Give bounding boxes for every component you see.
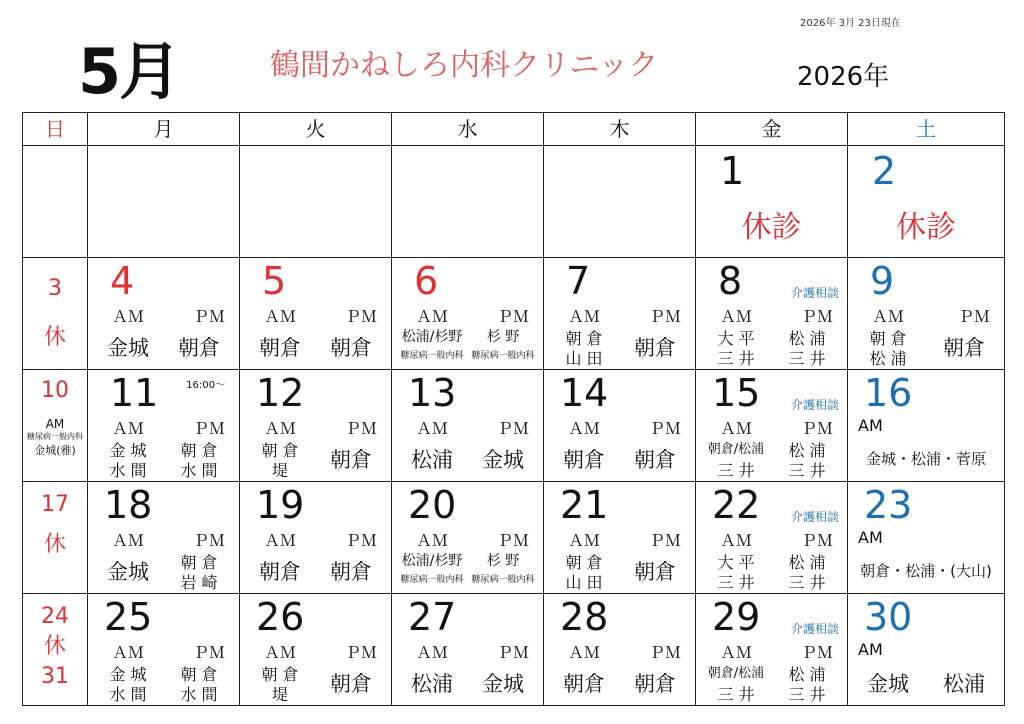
am-doctor: 三 井 [717,461,755,480]
weekday-sat: 土 [848,113,1005,146]
am-label: ＡＭ [112,419,145,438]
closed-label: 休診 [741,210,802,245]
day-number: 5 [262,259,287,303]
pm-doctor: 三 井 [788,573,826,592]
am-doctor: 水 間 [109,685,147,704]
am-doctor: 金城 [107,336,149,360]
am-doctors: 金城・松浦・菅原 [865,450,986,468]
weekday-thu: 木 [544,113,696,146]
am-label: ＡＭ [264,307,297,326]
day-cell-18 [88,482,240,594]
am-doctor: 朝倉 [563,672,605,696]
pm-label: ＰＭ [648,531,681,550]
day-cell-8 [696,258,848,370]
am-doctor: 金 城 [109,441,147,460]
care-consult-tag: 介護相談 [790,510,839,524]
day-cell-11 [88,370,240,482]
pm-doctor: 水 間 [180,685,218,704]
pm-label: ＰＭ [192,307,225,326]
am-label: ＡＭ [568,531,601,550]
am-label: ＡＭ [416,307,449,326]
weekday-sun: 日 [23,113,88,146]
day-number: 16 [864,371,913,415]
day-number: 19 [256,483,305,527]
am-label: ＡＭ [112,531,145,550]
pm-doctor: 松 浦 [788,329,826,348]
pm-label: ＰＭ [344,531,377,550]
day-number: 22 [712,483,761,527]
day-number: 15 [712,371,761,415]
am-label: ＡＭ [720,419,753,438]
pm-doctor: 杉 野 [486,329,520,345]
am-doctor: 松 浦 [869,349,907,368]
am-label: ＡＭ [264,531,297,550]
pm-doctor: 朝倉 [330,336,372,360]
am-doctor: 三 井 [717,685,755,704]
am-doctor: 山 田 [565,349,603,368]
pm-note: 糖尿病一般内科 [471,575,535,585]
am-doctor: 堤 [271,461,288,480]
pm-doctor: 朝倉 [634,560,676,584]
am-label: ＡＭ [112,307,145,326]
day-cell-12 [240,370,392,482]
day-number: 6 [414,259,439,303]
pm-doctor: 松 浦 [788,553,826,572]
am-doctor: 松浦/杉野 [401,553,463,569]
pm-doctor: 朝 倉 [180,553,218,572]
pm-doctor: 朝倉 [634,448,676,472]
week-row-4 [23,482,1005,594]
am-label: ＡＭ [264,419,297,438]
am-doctor: 金城(雅) [34,444,76,457]
day-cell-19 [240,482,392,594]
am-doctor: 三 井 [717,573,755,592]
day-cell-29 [696,594,848,706]
am-label: ＡＭ [112,643,145,662]
weekday-tue: 火 [240,113,392,146]
week-row-5 [23,594,1005,706]
am-doctor: 金城 [867,672,909,696]
pm-label: ＰＭ [344,643,377,662]
clinic-name: 鶴間かねしろ内科クリニック [270,48,659,83]
day-cell-3 [23,258,88,370]
am-doctors: 朝倉・松浦・(大山) [860,562,992,580]
am-doctor: 山 田 [565,573,603,592]
day-number: 8 [718,259,743,303]
am-note: 糖尿病一般内科 [400,351,464,361]
am-doctor: 朝 倉 [869,329,907,348]
day-number: 31 [41,664,69,689]
pm-label: ＰＭ [192,531,225,550]
week-row-2 [23,258,1005,370]
pm-doctor: 朝倉 [634,672,676,696]
pm-label: ＰＭ [800,307,833,326]
am-label: ＡＭ [416,419,449,438]
day-cell-empty [240,146,392,258]
day-number: 1 [720,149,745,193]
pm-label: ＰＭ [344,419,377,438]
day-number: 27 [408,595,457,639]
day-cell-23 [848,482,1005,594]
am-doctor: 松浦 [411,448,453,472]
am-label: ＡＭ [264,643,297,662]
day-cell-empty [23,146,88,258]
day-number: 14 [560,371,609,415]
care-consult-tag: 介護相談 [790,398,839,412]
dept-note: 糖尿病一般内科 [27,432,83,441]
day-number: 20 [408,483,457,527]
pm-doctor: 三 井 [788,685,826,704]
week-row-1 [23,146,1005,258]
am-label: ＡＭ [416,643,449,662]
pm-doctor: 朝倉 [943,336,985,360]
am-doctor: 松浦/杉野 [401,329,463,345]
year-label: 2026年 [797,62,890,92]
day-cell-15 [696,370,848,482]
am-doctor: 朝 倉 [565,553,603,572]
pm-doctor: 朝倉 [178,336,220,360]
pm-doctor: 朝 倉 [180,441,218,460]
day-cell-9 [848,258,1005,370]
day-cell-empty [544,146,696,258]
am-doctor: 大 平 [717,329,755,348]
am-doctor: 三 井 [717,349,755,368]
pm-doctor: 杉 野 [486,553,520,569]
am-label: ＡＭ [568,307,601,326]
day-number: 21 [560,483,609,527]
am-label: ＡＭ [568,419,601,438]
weekday-fri: 金 [696,113,848,146]
pm-label: ＰＭ [648,307,681,326]
am-doctor: 朝 倉 [261,441,299,460]
am-label: ＡＭ [568,643,601,662]
day-number: 9 [870,259,895,303]
day-number: 13 [408,371,457,415]
day-number: 30 [864,595,913,639]
day-number: 24 [41,604,69,629]
pm-doctor: 朝倉 [634,336,676,360]
am-doctor: 松浦 [943,672,985,696]
pm-label: ＰＭ [648,643,681,662]
am-doctor: 朝倉/松浦 [707,666,765,681]
day-number: 3 [48,276,62,301]
am-doctor: 堤 [271,685,288,704]
pm-doctor: 金城 [482,448,524,472]
day-number: 26 [256,595,305,639]
pm-doctor: 三 井 [788,461,826,480]
closed-label: 休 [43,532,66,557]
day-cell-4 [88,258,240,370]
day-cell-17 [23,482,88,594]
day-number: 28 [560,595,609,639]
pm-label: ＰＭ [496,307,529,326]
care-consult-tag: 介護相談 [790,286,839,300]
weekday-wed: 水 [392,113,544,146]
day-number: 10 [41,378,69,403]
day-cell-14 [544,370,696,482]
day-cell-7 [544,258,696,370]
pm-label: ＰＭ [344,307,377,326]
am-doctor: 金城 [107,560,149,584]
day-cell-21 [544,482,696,594]
am-doctor: 金 城 [109,665,147,684]
pm-doctor: 朝倉 [330,448,372,472]
week-row-3 [23,370,1005,482]
day-cell-16 [848,370,1005,482]
day-number: 12 [256,371,305,415]
day-cell-empty [88,146,240,258]
day-cell-empty [392,146,544,258]
am-label: ＡＭ [720,643,753,662]
day-number: 29 [712,595,761,639]
am-doctor: 朝 倉 [261,665,299,684]
pm-doctor: 朝倉 [330,672,372,696]
am-doctor: 大 平 [717,553,755,572]
closed-label: 休 [43,634,66,659]
am-doctor: 松浦 [411,672,453,696]
day-cell-22 [696,482,848,594]
day-number: 18 [104,483,153,527]
day-cell-25 [88,594,240,706]
pm-doctor: 岩 崎 [180,573,218,592]
day-number: 11 [110,371,159,415]
am-doctor: 朝倉/松浦 [707,442,765,457]
am-label: AM [858,416,883,435]
pm-label: ＰＭ [800,419,833,438]
day-cell-28 [544,594,696,706]
pm-doctor: 松 浦 [788,441,826,460]
day-cell-26 [240,594,392,706]
day-cell-27 [392,594,544,706]
pm-label: ＰＭ [496,643,529,662]
closed-label: 休診 [896,210,956,245]
pm-doctor: 松 浦 [788,665,826,684]
day-number: 17 [41,492,69,517]
pm-label: ＰＭ [648,419,681,438]
am-label: ＡＭ [720,307,753,326]
weekday-header-row [23,113,1005,146]
pm-label: ＰＭ [496,531,529,550]
am-label: AM [858,528,883,547]
calendar-grid [22,112,1005,706]
pm-doctor: 朝倉 [330,560,372,584]
day-cell-1 [696,146,848,258]
pm-label: ＰＭ [192,419,225,438]
am-doctor: 水 間 [109,461,147,480]
day-number: 2 [872,149,897,193]
day-cell-30 [848,594,1005,706]
pm-note: 糖尿病一般内科 [471,351,535,361]
am-doctor: 朝倉 [563,448,605,472]
am-label: ＡＭ [416,531,449,550]
day-number: 25 [104,595,153,639]
day-cell-20 [392,482,544,594]
care-consult-tag: 介護相談 [790,622,839,636]
day-cell-5 [240,258,392,370]
day-number: 4 [110,259,135,303]
am-label: AM [45,417,65,431]
day-number: 23 [864,483,913,527]
pm-label: ＰＭ [192,643,225,662]
closed-label: 休 [43,325,66,350]
day-cell-24-31 [23,594,88,706]
weekday-mon: 月 [88,113,240,146]
day-cell-10 [23,370,88,482]
day-cell-2 [848,146,1005,258]
pm-doctor: 金城 [482,672,524,696]
am-label: ＡＭ [872,307,905,326]
pm-doctor: 三 井 [788,349,826,368]
pm-label: ＰＭ [800,531,833,550]
am-doctor: 朝倉 [259,560,301,584]
am-note: 糖尿病一般内科 [400,575,464,585]
am-doctor: 朝倉 [259,336,301,360]
day-cell-13 [392,370,544,482]
pm-doctor: 水 間 [180,461,218,480]
month-title: 5月 [78,35,180,108]
day-cell-6 [392,258,544,370]
am-label: AM [858,640,883,659]
pm-label: ＰＭ [800,643,833,662]
pm-doctor: 朝 倉 [180,665,218,684]
as-of-date: 2026年 3月 23日現在 [800,18,901,29]
am-label: ＡＭ [720,531,753,550]
pm-label: ＰＭ [957,307,990,326]
am-doctor: 朝 倉 [565,329,603,348]
pm-label: ＰＭ [496,419,529,438]
time-note: 16:00～ [186,380,225,391]
day-number: 7 [566,259,591,303]
